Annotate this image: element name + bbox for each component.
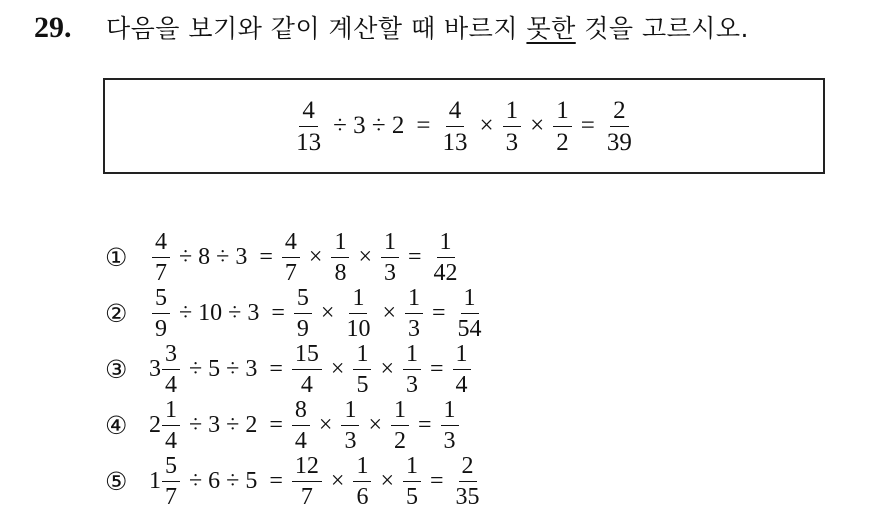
numerator: 1	[453, 342, 471, 370]
denominator: 7	[300, 483, 313, 510]
times-sign: ×	[368, 411, 382, 438]
denominator: 3	[405, 371, 418, 398]
numerator: 3	[162, 342, 180, 370]
product-fraction-1	[282, 230, 300, 285]
times-sign: ×	[308, 243, 323, 270]
denominator: 4	[165, 427, 177, 454]
equals-sign: =	[431, 299, 446, 326]
denominator: 9	[155, 315, 167, 342]
lhs-fraction	[162, 342, 180, 397]
times-sign: ×	[318, 411, 333, 438]
lhs-fraction	[152, 230, 170, 285]
times-sign: ×	[320, 299, 335, 326]
numerator: 1	[553, 98, 572, 127]
numerator: 1	[441, 398, 459, 426]
denominator: 8	[334, 259, 347, 286]
times-sign: ×	[380, 467, 394, 494]
result-fraction	[455, 286, 485, 341]
answer-option-5[interactable]	[105, 453, 488, 509]
numerator: 15	[292, 342, 322, 370]
example-fraction-3	[503, 98, 522, 155]
result-fraction	[431, 230, 461, 285]
denominator: 5	[405, 483, 418, 510]
numerator: 2	[459, 454, 477, 482]
denominator: 4	[165, 371, 177, 398]
division-terms: ÷ 10 ÷ 3	[179, 299, 260, 326]
result-fraction	[441, 398, 459, 453]
answer-option-2[interactable]	[105, 285, 488, 341]
times-sign: ×	[358, 243, 372, 270]
equals-sign: =	[580, 112, 595, 139]
numerator: 1	[403, 342, 421, 370]
denominator: 5	[356, 371, 369, 398]
denominator: 6	[356, 483, 369, 510]
product-fraction-2	[353, 454, 371, 509]
denominator: 13	[442, 128, 468, 156]
denominator: 10	[346, 315, 371, 342]
option-marker: ④	[105, 410, 128, 440]
numerator: 1	[503, 98, 522, 127]
equals-sign: =	[407, 243, 422, 270]
option-marker: ③	[105, 354, 128, 384]
numerator: 8	[292, 398, 310, 426]
numerator: 1	[349, 286, 367, 314]
product-fraction-3	[405, 286, 423, 341]
question-text-before: 다음을 보기와 같이 계산할 때 바르지	[106, 14, 527, 43]
denominator: 4	[300, 371, 313, 398]
numerator: 1	[391, 398, 409, 426]
equals-sign: =	[416, 112, 431, 139]
numerator: 4	[282, 230, 300, 258]
option-equation	[149, 230, 464, 285]
question-text-after: 것을 고르시오.	[575, 14, 749, 43]
lhs-fraction	[152, 286, 170, 341]
option-marker: ②	[105, 298, 128, 328]
question-header	[34, 10, 749, 50]
option-marker: ①	[105, 242, 128, 272]
product-fraction-2	[341, 398, 359, 453]
option-equation	[149, 398, 462, 453]
numerator: 1	[437, 230, 455, 258]
denominator: 7	[165, 483, 177, 510]
denominator: 42	[433, 259, 458, 286]
answer-option-3[interactable]	[105, 341, 488, 397]
option-equation	[149, 342, 474, 397]
numerator: 5	[152, 286, 170, 314]
product-fraction-1	[292, 342, 322, 397]
times-sign: ×	[530, 112, 545, 139]
example-result-fraction	[604, 98, 635, 155]
division-terms: ÷ 5 ÷ 3	[189, 355, 258, 382]
example-fraction-2	[439, 98, 470, 155]
denominator: 3	[383, 259, 396, 286]
numerator: 4	[299, 98, 318, 127]
mixed-number-whole: 2	[149, 411, 161, 438]
numerator: 12	[292, 454, 322, 482]
numerator: 1	[403, 454, 421, 482]
product-fraction-3	[391, 398, 409, 453]
question-text	[106, 14, 749, 43]
numerator: 1	[381, 230, 399, 258]
division-terms: ÷ 3 ÷ 2	[189, 411, 258, 438]
denominator: 3	[505, 128, 519, 156]
numerator: 1	[405, 286, 423, 314]
denominator: 54	[457, 315, 482, 342]
equals-sign: =	[271, 299, 285, 326]
division-terms: ÷ 8 ÷ 3	[179, 243, 248, 270]
option-equation	[149, 454, 486, 509]
numerator: 1	[353, 454, 371, 482]
denominator: 7	[155, 259, 167, 286]
equals-sign: =	[259, 243, 273, 270]
denominator: 9	[296, 315, 309, 342]
option-equation	[149, 286, 488, 341]
product-fraction-1	[294, 286, 312, 341]
division-terms: ÷ 3 ÷ 2	[333, 112, 405, 139]
denominator: 2	[393, 427, 406, 454]
mixed-number-whole: 3	[149, 355, 161, 382]
answer-option-4[interactable]	[105, 397, 488, 453]
equals-sign: =	[417, 411, 432, 438]
denominator: 35	[455, 483, 480, 510]
result-fraction	[453, 454, 483, 509]
numerator: 4	[152, 230, 170, 258]
answer-options	[105, 229, 488, 509]
times-sign: ×	[479, 112, 494, 139]
numerator: 1	[162, 398, 180, 426]
numerator: 1	[353, 342, 371, 370]
denominator: 3	[344, 427, 357, 454]
example-fraction-1	[293, 98, 324, 155]
example-equation	[290, 98, 638, 155]
product-fraction-1	[292, 398, 310, 453]
equals-sign: =	[269, 467, 283, 494]
example-fraction-4	[553, 98, 572, 155]
numerator: 5	[162, 454, 180, 482]
denominator: 3	[407, 315, 420, 342]
denominator: 39	[606, 128, 632, 156]
denominator: 4	[455, 371, 468, 398]
times-sign: ×	[330, 467, 345, 494]
times-sign: ×	[330, 355, 345, 382]
times-sign: ×	[380, 355, 394, 382]
denominator: 7	[284, 259, 297, 286]
division-terms: ÷ 6 ÷ 5	[189, 467, 258, 494]
option-marker: ⑤	[105, 466, 128, 496]
lhs-fraction	[162, 398, 180, 453]
product-fraction-2	[353, 342, 371, 397]
numerator: 4	[446, 98, 465, 127]
denominator: 2	[556, 128, 569, 156]
denominator: 3	[443, 427, 456, 454]
numerator: 5	[294, 286, 312, 314]
result-fraction	[453, 342, 471, 397]
example-box	[103, 78, 825, 174]
equals-sign: =	[429, 355, 444, 382]
denominator: 4	[294, 427, 307, 454]
numerator: 1	[341, 398, 359, 426]
product-fraction-1	[292, 454, 322, 509]
equals-sign: =	[269, 411, 283, 438]
equals-sign: =	[429, 467, 444, 494]
product-fraction-3	[403, 342, 421, 397]
numerator: 2	[610, 98, 629, 127]
times-sign: ×	[382, 299, 396, 326]
product-fraction-2	[343, 286, 373, 341]
product-fraction-3	[403, 454, 421, 509]
numerator: 1	[331, 230, 349, 258]
denominator: 13	[296, 128, 322, 156]
product-fraction-2	[331, 230, 349, 285]
numerator: 1	[461, 286, 479, 314]
question-text-underlined: 못한	[526, 14, 576, 43]
equals-sign: =	[269, 355, 283, 382]
product-fraction-3	[381, 230, 399, 285]
mixed-number-whole: 1	[149, 467, 161, 494]
answer-option-1[interactable]	[105, 229, 488, 285]
question-number: 29.	[34, 11, 72, 44]
lhs-fraction	[162, 454, 180, 509]
